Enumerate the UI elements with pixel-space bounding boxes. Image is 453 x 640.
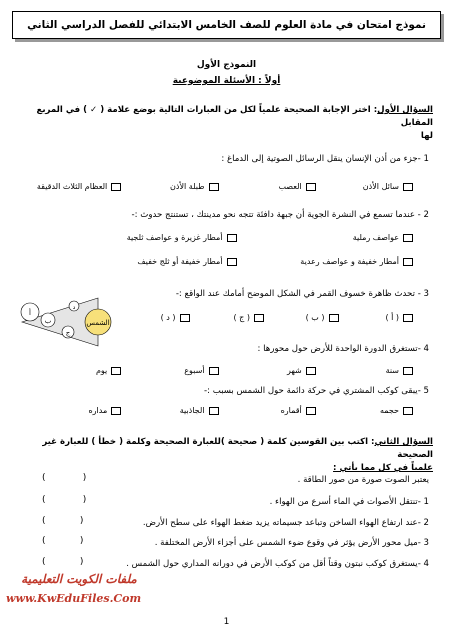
checkbox[interactable] [403, 407, 413, 415]
checkbox[interactable] [209, 183, 219, 191]
q1-item-2: 2 - عندما تسمع في النشرة الجوية أن جبهة دافئة تتجه نحو مدينتك ، تستنتج حدوث :- [131, 210, 429, 220]
q2-item-3: 3 -ميل محور الأرض يؤثر في وقوع ضوء الشمس على أجزاء الأرض المختلفة . [154, 538, 429, 548]
q1-item-4: 4 -تستغرق الدورة الواحدة للأرض حول محورها : [257, 344, 429, 354]
answer-blank[interactable]: ( ) [42, 536, 84, 546]
option-label: أسبوع [184, 366, 205, 375]
checkbox[interactable] [111, 407, 121, 415]
checkbox[interactable] [403, 367, 413, 375]
option[interactable] [190, 313, 265, 322]
option[interactable] [339, 313, 414, 322]
q1-item-1: 1 -جزء من أذن الإنسان ينقل الرسائل الصوتية إلى الدماغ : [221, 154, 429, 164]
option-label: سنة [385, 366, 399, 375]
option-label: أمطار غزيرة و عواصف ثلجية [126, 233, 223, 242]
q2-instruction-cont: علمياً في كل مما يأتي : [333, 463, 433, 473]
option[interactable] [60, 257, 237, 266]
q2-item-1: 1 -تنتقل الأصوات في الماء أسرع من الهواء . [269, 497, 429, 507]
q1-item-5-options [24, 406, 413, 415]
checkbox[interactable] [227, 234, 237, 242]
answer-blank[interactable]: ( ) [42, 557, 84, 567]
q2-heading [20, 436, 433, 475]
option-label: العظام الثلاث الدقيقة [36, 182, 108, 191]
option[interactable] [264, 313, 339, 322]
option[interactable] [316, 182, 413, 191]
option-label: العصب [278, 182, 302, 191]
checkbox[interactable] [403, 314, 413, 322]
q2-item-2: 2 -عند ارتفاع الهواء الساخن وتباعد جسيماته يزيد ضغط الهواء على سطح الأرض. [142, 518, 429, 528]
label-d: د [72, 304, 76, 311]
label-b: ب [44, 317, 52, 325]
model-label: النموذج الأول [196, 60, 257, 70]
checkbox[interactable] [254, 314, 264, 322]
page-number: 1 [223, 617, 230, 627]
option-label: ( د ) [160, 313, 176, 322]
answer-blank[interactable]: ( ) [42, 495, 87, 505]
option[interactable] [237, 257, 414, 266]
checkbox[interactable] [209, 367, 219, 375]
q2-item-example: يعتبر الصوت صورة من صور الطاقة . [297, 475, 429, 485]
checkbox[interactable] [329, 314, 339, 322]
option-label: أقماره [280, 406, 302, 415]
exam-title: نموذج امتحان في مادة العلوم للصف الخامس الابتدائي للفصل الدراسي الثاني [12, 11, 441, 39]
q1-item-2-options-row2 [60, 257, 413, 266]
q1-heading [20, 104, 433, 143]
option[interactable] [316, 366, 413, 375]
site-url-link[interactable]: www.KwEduFiles.Com [6, 592, 142, 605]
option-label: حجمه [379, 406, 399, 415]
option[interactable] [121, 366, 218, 375]
answer-blank[interactable]: ( ) [42, 473, 87, 483]
q1-item-5: 5 -يبقى كوكب المشتري في حركة دائمة حول الشمس بسبب :- [203, 386, 429, 396]
checkbox[interactable] [306, 407, 316, 415]
option[interactable] [24, 366, 121, 375]
q2-label: السؤال الثاني [374, 437, 433, 447]
option[interactable] [219, 182, 316, 191]
option[interactable] [316, 406, 413, 415]
option-label: أمطار خفيفة و عواصف رعدية [300, 257, 399, 266]
option-label: طبلة الأذن [170, 182, 205, 191]
q1-item-3: 3 - تحدث ظاهرة خسوف القمر في الشكل الموضح أمامك عند الواقع :- [175, 289, 429, 299]
checkbox[interactable] [403, 258, 413, 266]
checkbox[interactable] [306, 183, 316, 191]
q1-instruction-cont: لها [420, 131, 433, 141]
checkbox[interactable] [403, 183, 413, 191]
option-label: ( ج ) [233, 313, 250, 322]
option-label: شهر [286, 366, 302, 375]
q1-item-3-options [115, 313, 413, 322]
checkbox[interactable] [227, 258, 237, 266]
q1-item-4-options [24, 366, 413, 375]
option[interactable] [60, 233, 237, 242]
option-label: الجاذبية [179, 406, 205, 415]
option[interactable] [24, 406, 121, 415]
q1-instruction: : اختر الإجابة الصحيحة علمياً لكل من العبارات التالية بوضع علامة ( ✓ ) في المربع المقابل [36, 105, 433, 128]
answer-blank[interactable]: ( ) [42, 516, 84, 526]
site-logo: ملفات الكويت التعليمية [21, 572, 137, 586]
q1-label: السؤال الأول [377, 105, 433, 115]
section-label: أولاً : الأسئلة الموضوعية [172, 76, 281, 86]
q1-item-2-options-row1 [60, 233, 413, 242]
sun-label: الشمس [86, 319, 110, 327]
label-c: ج [65, 329, 71, 337]
option[interactable] [219, 366, 316, 375]
label-a: أ [29, 309, 31, 317]
option-label: مداره [88, 406, 108, 415]
q2-item-4: 4 -يستغرق كوكب نبتون وقتاً أقل من كوكب الأرض في دورانه المداري حول الشمس . [126, 559, 429, 569]
q2-instruction: : اكتب بين القوسين كلمة ( صحيحة )للعبارة الصحيحة وكلمة ( خطأ ) للعبارة غير الصحيحة [42, 437, 433, 460]
option-label: أمطار خفيفة أو ثلج خفيف [137, 257, 223, 266]
q1-item-1-options [24, 182, 413, 191]
option[interactable] [121, 182, 218, 191]
option-label: ( أ ) [385, 313, 399, 322]
option-label: يوم [95, 366, 108, 375]
checkbox[interactable] [403, 234, 413, 242]
option[interactable] [24, 182, 121, 191]
eclipse-diagram [8, 292, 113, 352]
option[interactable] [219, 406, 316, 415]
option-label: سائل الأذن [362, 182, 399, 191]
checkbox[interactable] [306, 367, 316, 375]
option[interactable] [121, 406, 218, 415]
option[interactable] [115, 313, 190, 322]
checkbox[interactable] [180, 314, 190, 322]
checkbox[interactable] [111, 367, 121, 375]
option[interactable] [237, 233, 414, 242]
option-label: عواصف رملية [352, 233, 399, 242]
checkbox[interactable] [209, 407, 219, 415]
option-label: ( ب ) [305, 313, 325, 322]
checkbox[interactable] [111, 183, 121, 191]
